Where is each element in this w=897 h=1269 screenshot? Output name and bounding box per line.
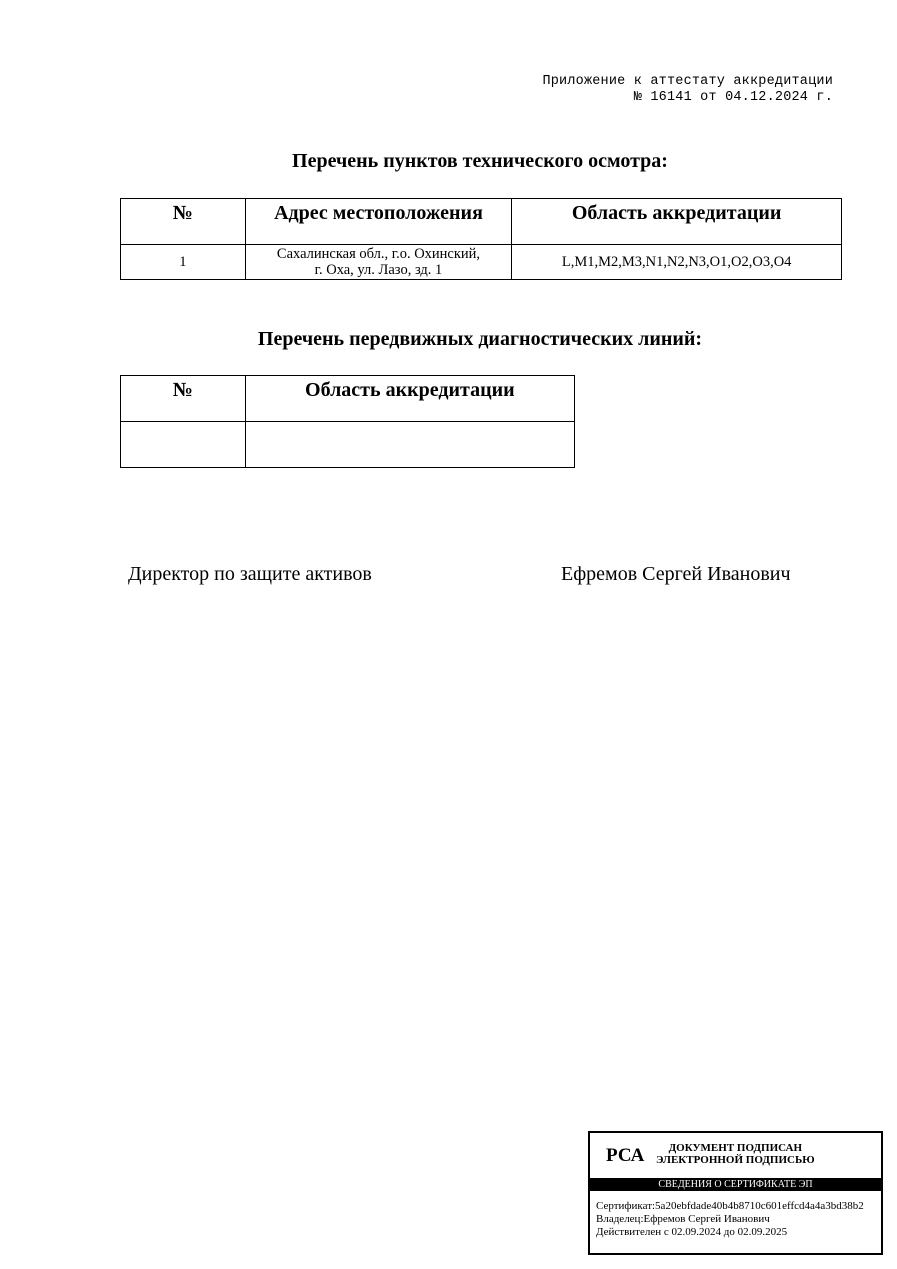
inspection-points-table [120, 198, 842, 280]
mobile-lines-table [120, 375, 575, 468]
appendix-header [542, 74, 833, 106]
header-scope: Область аккредитации [245, 376, 574, 422]
cell-number: 1 [121, 245, 246, 280]
table-header-row [121, 199, 842, 245]
rsa-logo: РСА [606, 1145, 645, 1166]
stamp-bar: СВЕДЕНИЯ О СЕРТИФИКАТЕ ЭП [590, 1178, 881, 1191]
certificate-line: Сертификат:5a20ebfdade40b4b8710c601effcd4a4a3bd38b2 [596, 1200, 864, 1212]
stamp-heading-line-1: ДОКУМЕНТ ПОДПИСАН [668, 1142, 803, 1154]
table-row [121, 422, 575, 468]
section1-title: Перечень пунктов технического осмотра: [292, 150, 668, 172]
header-number: № [121, 376, 246, 422]
appendix-line-2: № 16141 от 04.12.2024 г. [633, 90, 833, 105]
signatory-role: Директор по защите активов [128, 563, 372, 585]
appendix-line-1: Приложение к аттестату аккредитации [542, 74, 833, 89]
header-scope: Область аккредитации [512, 199, 842, 245]
table-row [121, 245, 842, 280]
cell-scope: L,M1,M2,M3,N1,N2,N3,O1,O2,O3,O4 [512, 245, 842, 280]
cell-address [245, 245, 512, 280]
cell-scope [245, 422, 574, 468]
cell-number [121, 422, 246, 468]
owner-line: Владелец:Ефремов Сергей Иванович [596, 1213, 770, 1225]
stamp-heading-line-2: ЭЛЕКТРОННОЙ ПОДПИСЬЮ [656, 1154, 815, 1166]
header-number: № [121, 199, 246, 245]
signatory-name: Ефремов Сергей Иванович [561, 563, 791, 585]
e-signature-stamp [588, 1131, 883, 1255]
header-address: Адрес местоположения [245, 199, 512, 245]
validity-line: Действителен с 02.09.2024 до 02.09.2025 [596, 1226, 788, 1238]
stamp-heading [656, 1142, 815, 1166]
address-line-1: Сахалинская обл., г.о. Охинский, [276, 246, 481, 262]
stamp-details [596, 1200, 864, 1239]
address-line-2: г. Оха, ул. Лазо, зд. 1 [314, 262, 443, 278]
section2-title: Перечень передвижных диагностических линий: [257, 328, 703, 350]
table-header-row [121, 376, 575, 422]
